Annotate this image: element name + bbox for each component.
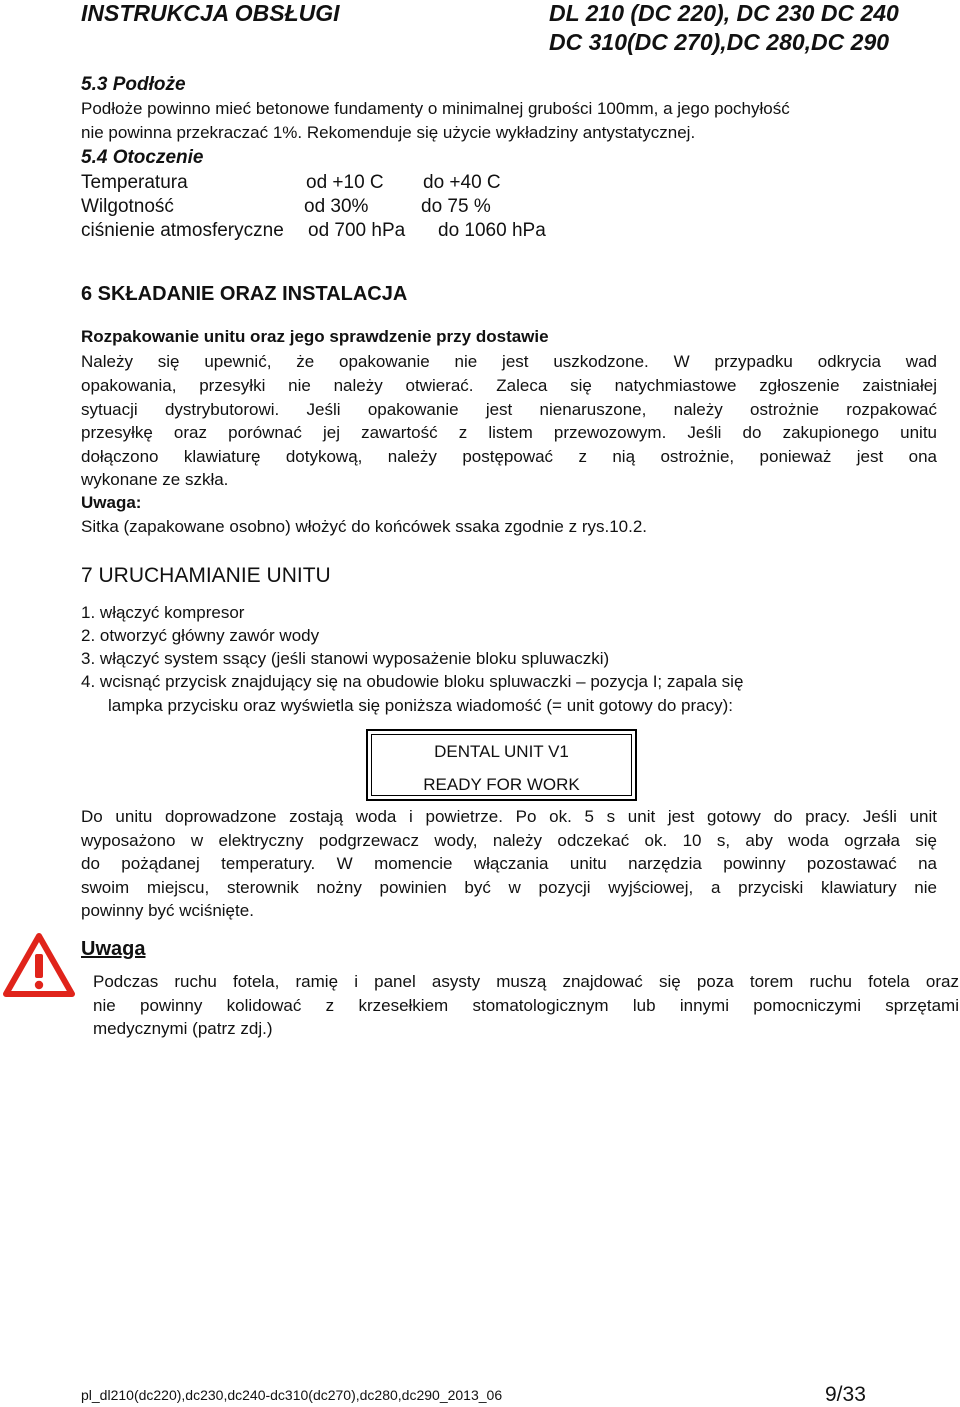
- list-item-text: włączyć kompresor: [99, 603, 245, 622]
- header-left-title: INSTRUKCJA OBSŁUGI: [81, 0, 340, 26]
- section-6-line: sytuacji dystrybutorowi. Jeśli opakowanie jest nienaruszone, należy ostrożnie rozpakować: [81, 400, 937, 419]
- env-from-pressure: od 700 hPa: [308, 220, 406, 241]
- list-item: [81, 670, 743, 693]
- page-number: 9/33: [825, 1383, 866, 1406]
- section-6-title: 6 SKŁADANIE ORAZ INSTALACJA: [81, 283, 408, 305]
- warning-line: nie powinny kolidować z krzesełkiem stomatologicznym lub innymi pomocniczymi sprzętami: [93, 996, 959, 1015]
- env-to-pressure: do 1060 hPa: [438, 220, 546, 241]
- list-item: [81, 624, 319, 647]
- section-6-line: opakowania, przesyłki nie należy otwierać. Zaleca się natychmiastowe zgłoszenie zaistniałej: [81, 376, 937, 395]
- section-6-subtitle: Rozpakowanie unitu oraz jego sprawdzenie przy dostawie: [81, 327, 549, 346]
- warning-line: medycznymi (patrz zdj.): [93, 1019, 273, 1038]
- env-from-temperature: od +10 C: [306, 172, 384, 193]
- display-line-2: READY FOR WORK: [423, 775, 580, 794]
- warning-line: Podczas ruchu fotela, ramię i panel asysty muszą znajdować się poza torem ruchu fotela oraz: [93, 972, 959, 991]
- env-label-temperature: Temperatura: [81, 172, 188, 193]
- section-6-line: Należy się upewnić, że opakowanie nie jest uszkodzone. W przypadku odkrycia wad: [81, 352, 937, 371]
- section-5-3-line2: nie powinna przekraczać 1%. Rekomenduje się użycie wykładziny antystatycznej.: [81, 123, 696, 142]
- list-item: [81, 647, 609, 670]
- list-item-text: otworzyć główny zawór wody: [99, 626, 320, 645]
- env-label-pressure: ciśnienie atmosferyczne: [81, 220, 284, 241]
- section-7-para-line: do pożądanej temperatury. W momencie włączania unitu narzędzia powinny pozostawać na: [81, 854, 937, 873]
- list-item-continuation: lampka przycisku oraz wyświetla się poniższa wiadomość (= unit gotowy do pracy):: [108, 696, 733, 715]
- list-item-text: wcisnąć przycisk znajdujący się na obudowie bloku spluwaczki – pozycja I; zapala się: [99, 672, 744, 691]
- warning-title: Uwaga: [81, 938, 146, 960]
- env-to-humidity: do 75 %: [421, 196, 491, 217]
- list-item: [81, 601, 244, 624]
- header-models-line2: DC 310(DC 270),DC 280,DC 290: [549, 29, 890, 55]
- env-to-temperature: do +40 C: [423, 172, 501, 193]
- footer-filename: pl_dl210(dc220),dc230,dc240-dc310(dc270),dc280,dc290_2013_06: [81, 1387, 503, 1403]
- section-5-3-title: 5.3 Podłoże: [81, 74, 186, 95]
- display-line-1: DENTAL UNIT V1: [434, 742, 569, 761]
- list-item-number: 1.: [81, 603, 96, 622]
- list-item-text: włączyć system ssący (jeśli stanowi wyposażenie bloku spluwaczki): [99, 649, 610, 668]
- section-7-title: 7 URUCHAMIANIE UNITU: [81, 564, 331, 587]
- env-label-humidity: Wilgotność: [81, 196, 174, 217]
- env-from-humidity: od 30%: [304, 196, 369, 217]
- section-7-para-line: wyposażono w elektryczny podgrzewacz wody, należy odczekać ok. 10 s, aby woda ogrzała się: [81, 831, 937, 850]
- list-item-number: 3.: [81, 649, 96, 668]
- section-5-4-title: 5.4 Otoczenie: [81, 147, 204, 168]
- section-6-note-text: Sitka (zapakowane osobno) włożyć do końcówek ssaka zgodnie z rys.10.2.: [81, 517, 648, 536]
- header-models-line1: DL 210 (DC 220), DC 230 DC 240: [549, 0, 899, 26]
- section-7-para-line: swoim miejscu, sterownik nożny powinien być w pozycji wyjściowej, a przyciski klawiatury nie: [81, 878, 937, 897]
- section-7-para-line: powinny być wciśnięte.: [81, 901, 254, 920]
- section-6-line: przesyłkę oraz porównać jej zawartość z listem przewozowym. Jeśli do zakupionego unitu: [81, 423, 937, 442]
- warning-triangle-icon: [3, 932, 75, 998]
- list-item-number: 4.: [81, 672, 96, 691]
- section-6-line: wykonane ze szkła.: [81, 470, 229, 489]
- section-6-line: dołączono klawiaturę dotykową, należy postępować z nią ostrożnie, ponieważ jest ona: [81, 447, 937, 466]
- list-item-number: 2.: [81, 626, 96, 645]
- section-7-para-line: Do unitu doprowadzone zostają woda i powietrze. Po ok. 5 s unit jest gotowy do pracy. Jeśli unit: [81, 807, 937, 826]
- section-6-note-label: Uwaga:: [81, 493, 142, 512]
- display-message-box: [366, 729, 637, 801]
- section-5-3-line1: Podłoże powinno mieć betonowe fundamenty o minimalnej grubości 100mm, a jego pochyłość: [81, 99, 790, 118]
